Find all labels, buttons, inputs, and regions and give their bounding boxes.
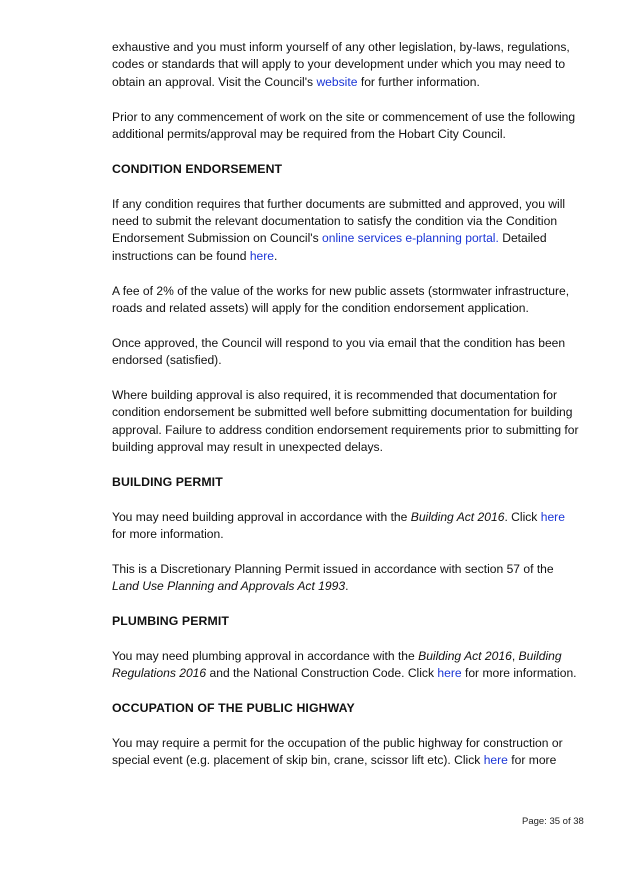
intro-text: exhaustive and you must inform yourself of any other legislation, by-laws, regulations, codes or standards that will apply to your development under which you may need to obtain an approval. Visit the Council's [112, 40, 570, 89]
condition-endorsement-paragraph-2: A fee of 2% of the value of the works for new public assets (stormwater infrastructure, roads and related assets) will apply for the condition endorsement application. [112, 283, 570, 316]
e-planning-portal-link[interactable]: online services e-planning portal. [322, 231, 499, 246]
paragraph-text: If any condition requires that further documents are submitted and approved, you will need to submit the relevant documentation to satisfy the condition via the Condition Endorsement Submission on Council's [112, 196, 566, 246]
highway-here-link[interactable]: here [483, 753, 508, 768]
paragraph-text: , [511, 649, 519, 664]
paragraph-text: . Click [504, 509, 541, 524]
intro-text: for further information. [357, 74, 480, 89]
paragraph-text: You may need building approval in accordance with the [112, 509, 411, 524]
plumbing-permit-paragraph-1 [112, 648, 582, 683]
act-title: Building Act 2016 [410, 509, 505, 524]
regulations-title: Building Regulations 2016 [112, 649, 562, 681]
paragraph-text: Detailed instructions can be found [112, 231, 547, 263]
page-number: Page: 35 of 38 [522, 816, 584, 827]
paragraph-text: You may require a permit for the occupation of the public highway for construction or special event (e.g. placement of skip bin, crane, scissor lift etc). Click [112, 736, 563, 768]
building-permit-paragraph-1 [112, 509, 582, 544]
paragraph-text: You may need plumbing approval in accordance with the [112, 649, 419, 664]
document-page [112, 39, 582, 787]
paragraph-text: for more [507, 753, 557, 768]
intro-paragraph-1 [112, 39, 582, 91]
paragraph-text: . [274, 248, 278, 263]
condition-endorsement-paragraph-1 [112, 196, 582, 266]
public-highway-paragraph-1 [112, 735, 582, 770]
act-title: Building Act 2016 [418, 649, 512, 664]
public-highway-heading: OCCUPATION OF THE PUBLIC HIGHWAY [112, 701, 355, 716]
plumbing-permit-heading: PLUMBING PERMIT [112, 614, 229, 629]
building-permit-paragraph-2 [112, 561, 582, 596]
paragraph-text: for more information. [461, 666, 577, 681]
intro-paragraph-2: Prior to any commencement of work on the site or commencement of use the following additional permits/approval may be required from the Hobart City Council. [112, 109, 576, 142]
paragraph-text: This is a Discretionary Planning Permit issued in accordance with section 57 of the [112, 562, 554, 577]
instructions-here-link[interactable]: here [249, 248, 275, 263]
condition-endorsement-heading: CONDITION ENDORSEMENT [112, 161, 283, 176]
plumbing-here-link[interactable]: here [437, 666, 462, 681]
paragraph-text: for more information. [112, 527, 224, 542]
paragraph-text: and the National Construction Code. Click [206, 666, 438, 681]
website-link[interactable]: website [316, 74, 358, 89]
building-here-link[interactable]: here [540, 509, 565, 524]
building-permit-heading: BUILDING PERMIT [112, 475, 223, 490]
paragraph-text: . [345, 579, 349, 594]
condition-endorsement-paragraph-3: Once approved, the Council will respond to you via email that the condition has been endorsed (satisfied). [112, 335, 566, 368]
act-title: Land Use Planning and Approvals Act 1993 [112, 579, 346, 594]
condition-endorsement-paragraph-4: Where building approval is also required, it is recommended that documentation for condition endorsement be submitted well before submitting documentation for building approval. Failure to address condition endorsement requirements prior to submitting for building approval may result in unexpected delays. [112, 388, 579, 455]
